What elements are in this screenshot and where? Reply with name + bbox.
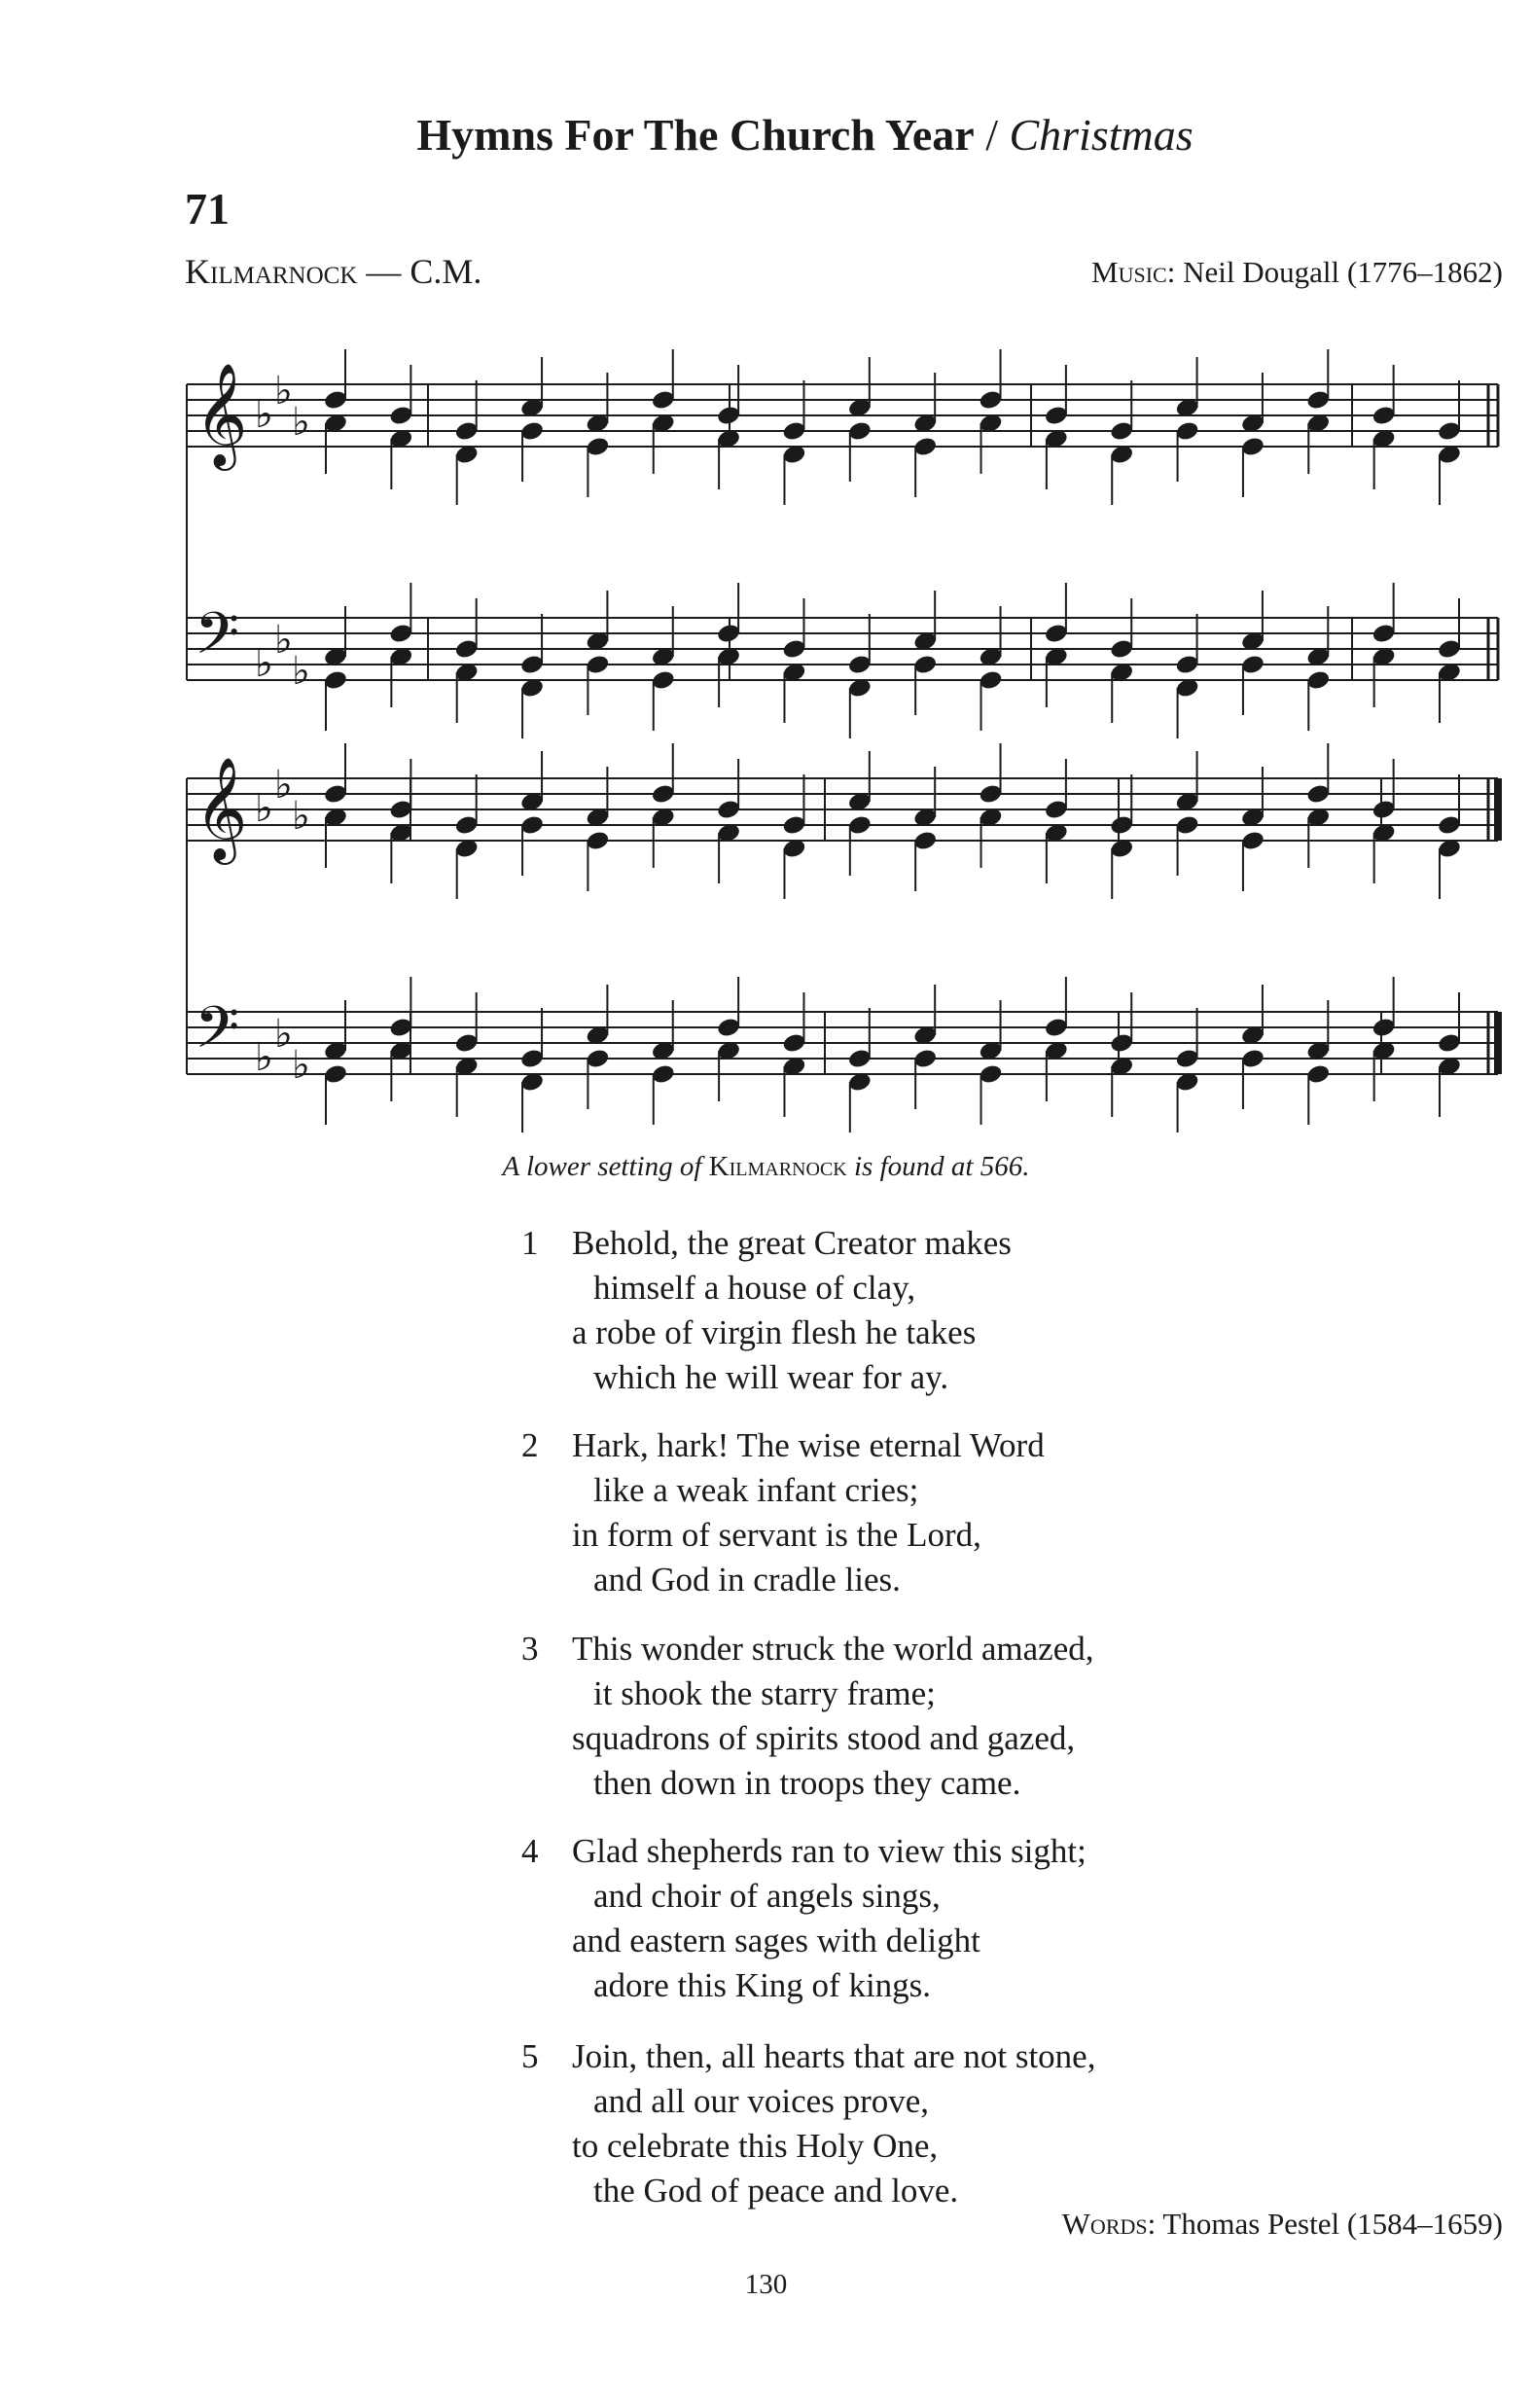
flat-icon: ♭ (274, 763, 293, 808)
flat-icon: ♭ (255, 641, 273, 686)
flat-icon: ♭ (255, 786, 273, 831)
flat-icon: ♭ (255, 392, 273, 437)
lower-setting-tune: Kilmarnock (708, 1151, 847, 1182)
verse-line: adore this King of kings. (593, 1966, 932, 2004)
flat-icon: ♭ (274, 618, 293, 663)
verse-number: 2 (521, 1426, 539, 1464)
verse-1 (521, 1221, 1012, 1400)
book-section-title: Hymns For The Church Year (416, 110, 975, 160)
flat-icon: ♭ (255, 1035, 273, 1080)
verse-number: 1 (521, 1224, 539, 1262)
verse-line: like a weak infant cries; (593, 1471, 919, 1509)
verse-line: Hark, hark! The wise eternal Word (572, 1426, 1045, 1464)
tune-meter: — C.M. (357, 252, 482, 291)
lower-setting-suffix: is found at 566. (846, 1151, 1030, 1182)
verse-line: it shook the starry frame; (593, 1674, 936, 1712)
lower-setting-note (0, 1151, 1532, 1183)
music-credit-text: : Neil Dougall (1776–1862) (1166, 255, 1503, 289)
verse-number: 5 (521, 2037, 539, 2075)
verse-line: himself a house of clay, (593, 1269, 916, 1307)
verse-line: and eastern sages with delight (572, 1922, 980, 1959)
treble-clef-icon: 𝄞 (195, 362, 248, 466)
verse-4 (521, 1829, 1087, 2008)
verse-2 (521, 1423, 1045, 1602)
flat-icon: ♭ (292, 794, 310, 839)
lower-setting-prefix: A lower setting of (502, 1151, 709, 1182)
verse-line: This wonder struck the world amazed, (572, 1630, 1094, 1668)
verse-5 (521, 2034, 1095, 2213)
page-number: 130 (744, 2269, 788, 2300)
verse-number: 4 (521, 1832, 539, 1870)
verse-line: the God of peace and love. (593, 2172, 959, 2210)
flat-icon: ♭ (292, 400, 310, 445)
words-credit (1062, 2207, 1503, 2242)
words-credit-label: Words (1061, 2207, 1148, 2241)
verse-line: and choir of angels sings, (593, 1877, 941, 1915)
flat-icon: ♭ (292, 649, 310, 694)
verse-line: and all our voices prove, (593, 2082, 930, 2120)
treble-clef-icon: 𝄞 (195, 756, 248, 860)
verse-line: a robe of virgin flesh he takes (572, 1313, 977, 1351)
tune-name: Kilmarnock (185, 252, 358, 291)
verse-line: to celebrate this Holy One, (572, 2127, 939, 2165)
words-credit-text: : Thomas Pestel (1584–1659) (1147, 2207, 1503, 2241)
flat-icon: ♭ (292, 1043, 310, 1088)
hymn-number: 71 (185, 184, 230, 234)
bass-clef-icon: 𝄢 (195, 993, 240, 1075)
bass-clef-icon: 𝄢 (195, 599, 240, 681)
music-score (0, 0, 1532, 1143)
verse-line: Glad shepherds ran to view this sight; (572, 1832, 1087, 1870)
verse-line: Join, then, all hearts that are not stone, (572, 2037, 1096, 2075)
verse-line: squadrons of spirits stood and gazed, (572, 1719, 1076, 1757)
verse-3 (521, 1627, 1094, 1806)
verse-line: and God in cradle lies. (593, 1561, 901, 1599)
verse-line: in form of servant is the Lord, (572, 1516, 981, 1554)
verse-number: 3 (521, 1630, 539, 1668)
music-credit-label: Music (1091, 255, 1167, 289)
season-title: Christmas (1009, 110, 1194, 160)
title-separator: / (974, 110, 1010, 160)
verse-line: which he will wear for ay. (593, 1358, 949, 1396)
verse-line: then down in troops they came. (593, 1764, 1021, 1802)
verse-line: Behold, the great Creator makes (572, 1224, 1012, 1262)
flat-icon: ♭ (274, 369, 293, 413)
flat-icon: ♭ (274, 1012, 293, 1057)
